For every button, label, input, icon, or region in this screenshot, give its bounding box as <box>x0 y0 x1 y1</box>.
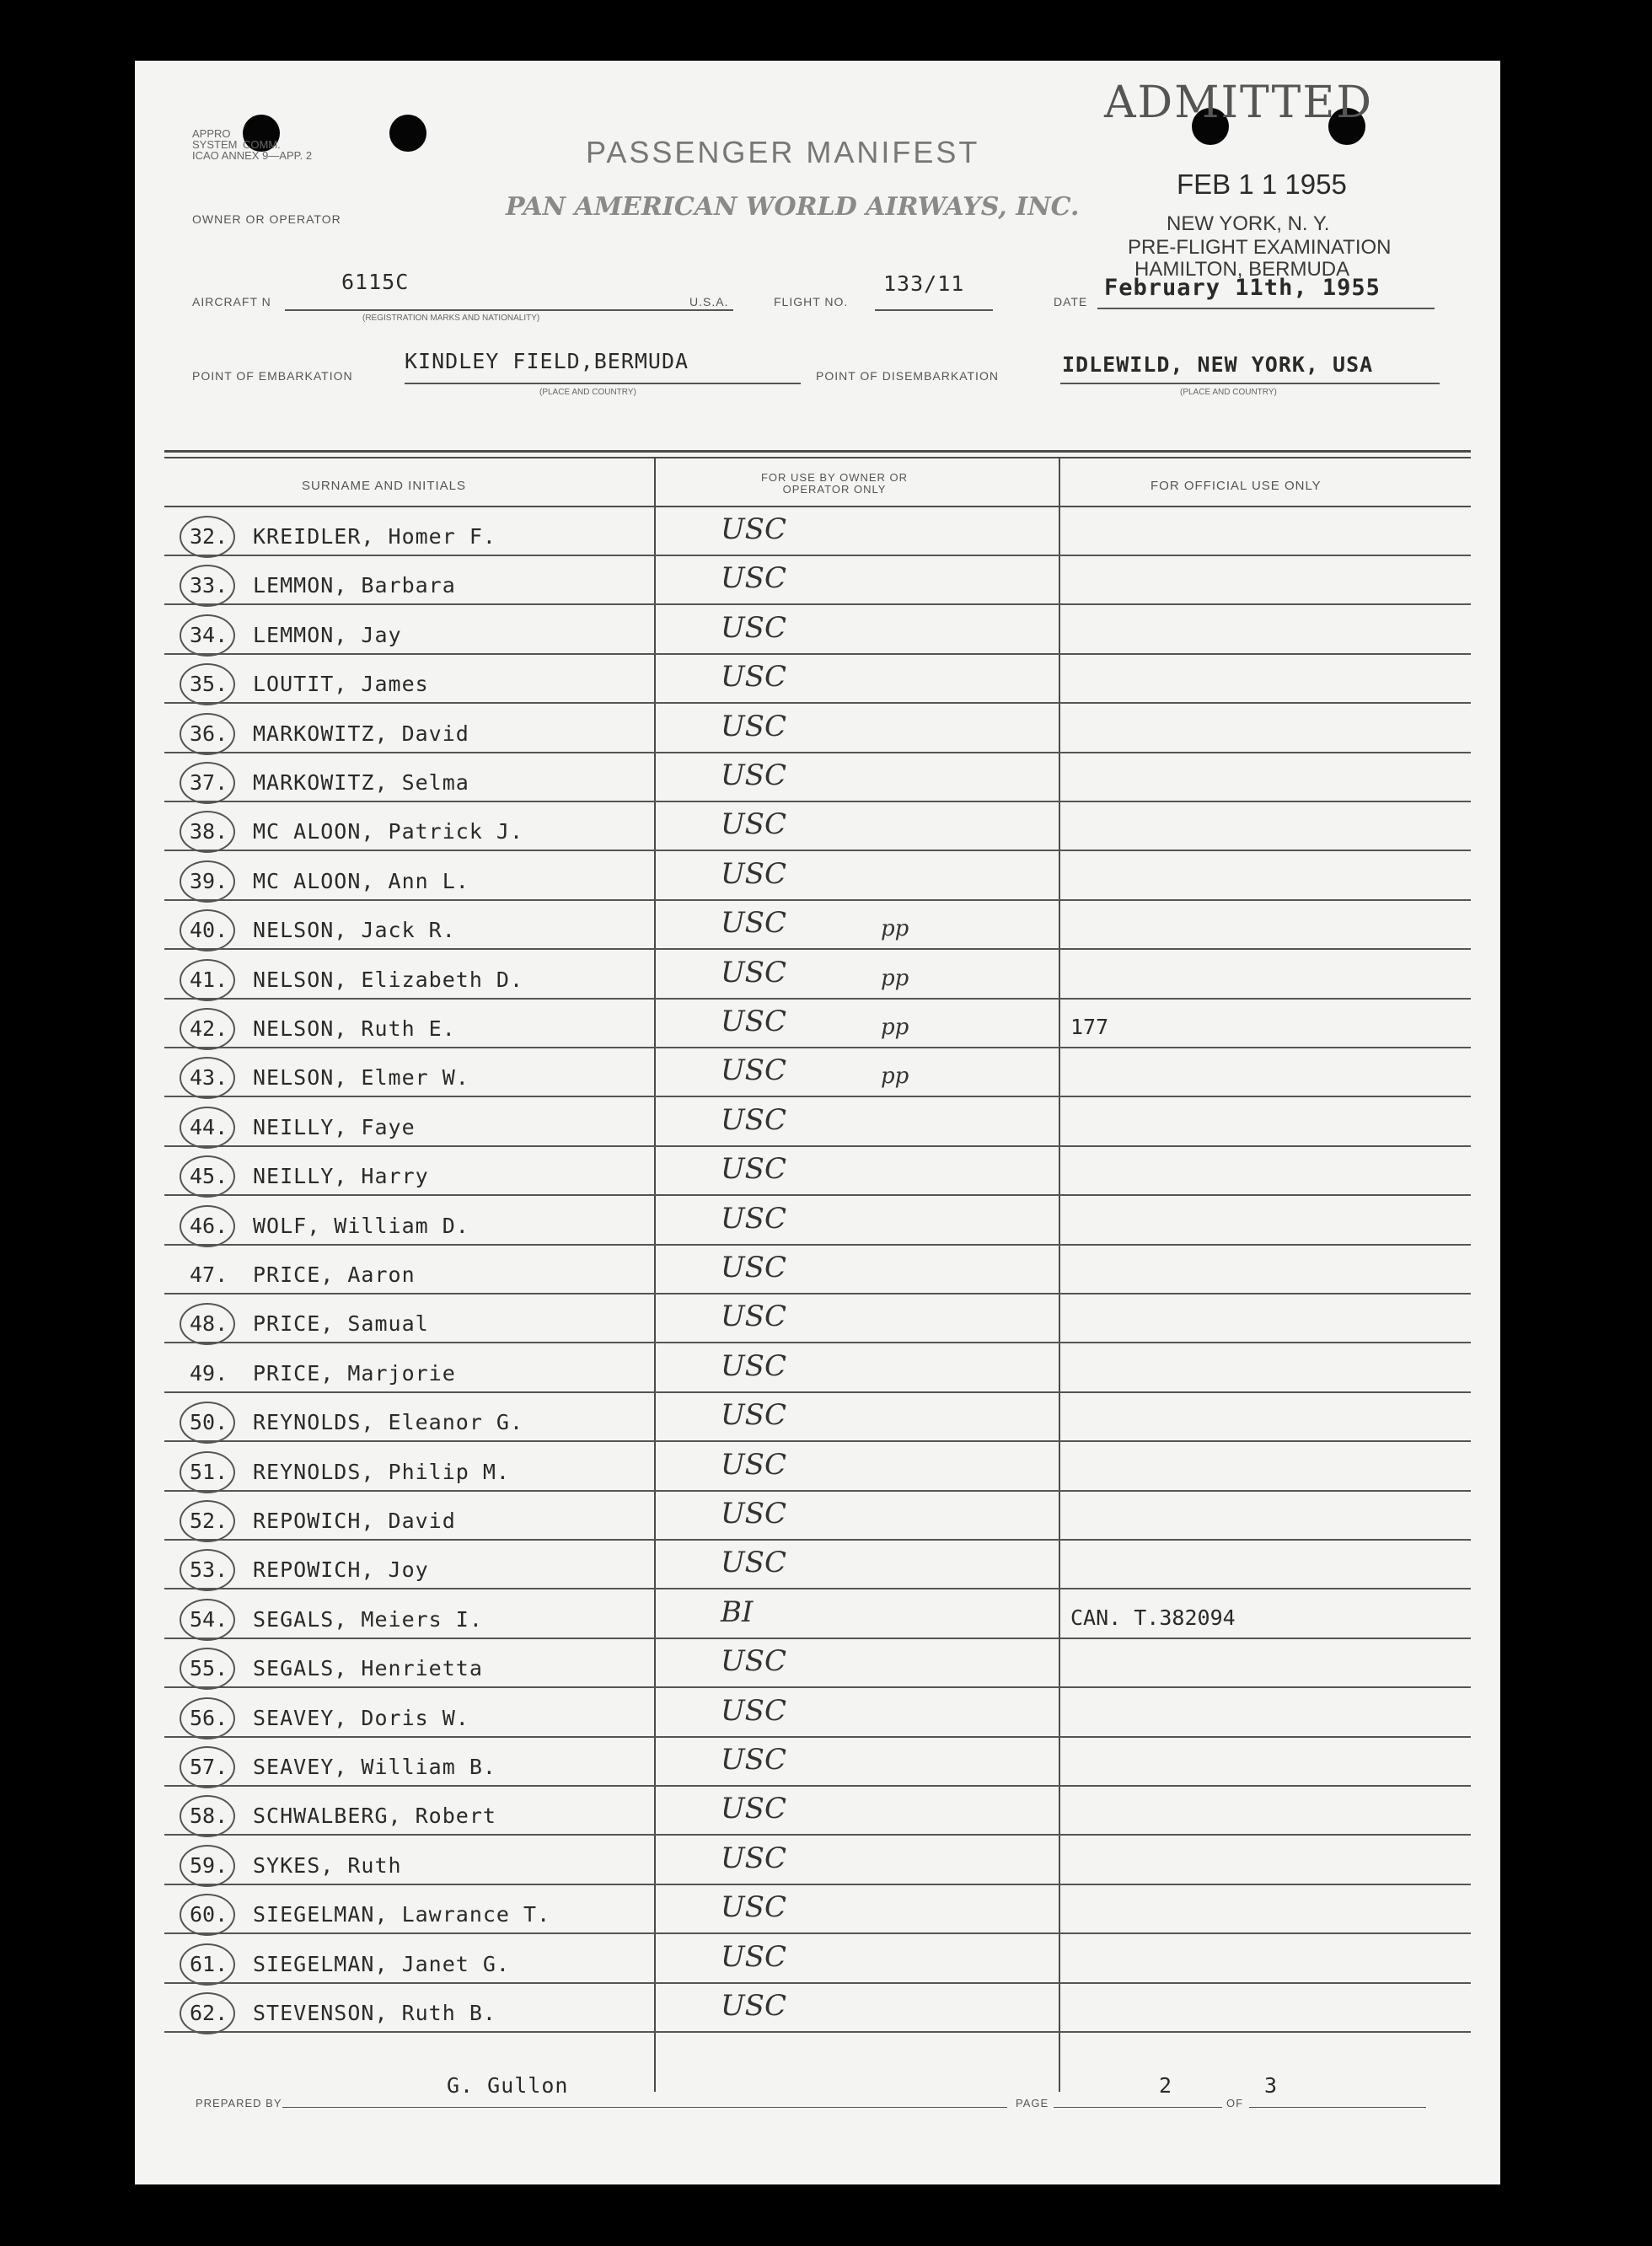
owner-code: USC <box>721 610 786 645</box>
owner-code: USC <box>721 1644 786 1679</box>
owner-operator-label: OWNER OR OPERATOR <box>192 212 341 226</box>
table-row <box>164 1984 1471 2033</box>
row-number: 55. <box>190 1656 228 1681</box>
surname-column-header: SURNAME AND INITIALS <box>302 479 467 493</box>
stamp-date: FEB 1 1 1955 <box>1177 169 1347 200</box>
passenger-name: LEMMON, Barbara <box>253 573 456 598</box>
row-number: 36. <box>190 721 228 746</box>
page-underline <box>1054 2107 1222 2108</box>
row-number: 59. <box>190 1852 228 1878</box>
passenger-name: REYNOLDS, Philip M. <box>253 1459 510 1484</box>
table-row <box>164 606 1471 655</box>
row-number: 57. <box>190 1755 228 1779</box>
table-row <box>164 1590 1471 1639</box>
prepared-underline <box>282 2107 1007 2108</box>
owner-code: USC <box>721 1546 786 1580</box>
passenger-name: SEAVEY, William B. <box>253 1755 496 1779</box>
owner-code: USC <box>721 758 786 792</box>
passenger-name: SEGALS, Henrietta <box>253 1656 483 1681</box>
approval-block <box>192 128 312 161</box>
owner-code: USC <box>721 1939 786 1974</box>
owner-code: USC <box>721 906 786 941</box>
passenger-name: MC ALOON, Ann L. <box>253 868 469 893</box>
row-number: 32. <box>190 524 228 549</box>
owner-code: USC <box>721 955 786 989</box>
owner-code: USC <box>721 512 786 546</box>
approval-line: COMM. <box>243 138 281 151</box>
table-row <box>164 1393 1471 1442</box>
table-row <box>164 951 1471 1000</box>
of-label: OF <box>1226 2097 1244 2109</box>
table-row <box>164 556 1471 605</box>
table-row <box>164 852 1471 901</box>
table-row <box>164 901 1471 950</box>
passenger-name: WOLF, William D. <box>253 1213 469 1238</box>
table-row <box>164 1639 1471 1688</box>
pp-mark: pp <box>881 965 909 991</box>
row-number: 42. <box>190 1016 228 1041</box>
stamp-preflight: PRE-FLIGHT EXAMINATION <box>1128 236 1392 259</box>
row-number: 47. <box>190 1262 228 1287</box>
table-row <box>164 1197 1471 1246</box>
table-row <box>164 705 1471 753</box>
owner-code: USC <box>721 709 786 743</box>
disembarkation-label: POINT OF DISEMBARKATION <box>816 369 999 383</box>
table-row <box>164 1935 1471 1984</box>
row-number: 40. <box>190 918 228 943</box>
pp-mark: pp <box>881 1064 909 1090</box>
table-row <box>164 1492 1471 1541</box>
embarkation-label: POINT OF EMBARKATION <box>192 369 353 383</box>
aircraft-label: AIRCRAFT N <box>192 295 271 308</box>
approval-line: ICAO ANNEX 9—APP. 2 <box>192 149 313 162</box>
row-number: 34. <box>190 622 228 647</box>
passenger-name: REPOWICH, David <box>253 1509 456 1533</box>
owner-code: USC <box>721 1201 786 1236</box>
owner-code: USC <box>721 1300 786 1334</box>
admitted-stamp: ADMITTED <box>1104 78 1374 128</box>
owner-code: USC <box>721 1102 786 1137</box>
table-row <box>164 1787 1471 1836</box>
row-rule <box>164 2031 1471 2033</box>
passenger-name: PRICE, Samual <box>253 1311 429 1337</box>
approval-line: SYSTEM <box>192 138 238 151</box>
row-number: 50. <box>190 1410 228 1435</box>
embarkation-value: KINDLEY FIELD,BERMUDA <box>405 349 689 373</box>
table-row <box>164 1344 1471 1393</box>
row-number: 52. <box>190 1509 228 1533</box>
flight-label: FLIGHT NO. <box>774 295 849 308</box>
row-number: 35. <box>190 672 228 697</box>
passenger-name: NELSON, Ruth E. <box>253 1016 456 1041</box>
row-number: 61. <box>190 1951 228 1976</box>
row-number: 45. <box>190 1164 228 1189</box>
pp-mark: pp <box>881 916 909 942</box>
airline-name: PAN AMERICAN WORLD AIRWAYS, INC. <box>506 192 1080 222</box>
owner-code: USC <box>721 561 786 596</box>
official-column-header: FOR OFFICIAL USE ONLY <box>1150 479 1322 493</box>
row-number: 44. <box>190 1114 228 1139</box>
owner-code: USC <box>721 660 786 694</box>
date-label: DATE <box>1054 295 1088 308</box>
aircraft-underline <box>285 309 733 311</box>
of-value: 3 <box>1264 2073 1279 2098</box>
table-row <box>164 1048 1471 1097</box>
table-row <box>164 1098 1471 1147</box>
passenger-name: MARKOWITZ, David <box>253 721 469 746</box>
table-row <box>164 1295 1471 1343</box>
table-row <box>164 655 1471 704</box>
row-number: 62. <box>190 2001 228 2025</box>
row-number: 41. <box>190 967 228 992</box>
owner-code: USC <box>721 1890 786 1925</box>
passenger-name: SIEGELMAN, Lawrance T. <box>253 1902 551 1927</box>
stamp-hamilton: HAMILTON, BERMUDA <box>1134 258 1350 281</box>
prepared-by-value: G. Gullon <box>447 2073 569 2098</box>
table-row <box>164 802 1471 851</box>
owner-code: USC <box>721 1348 786 1383</box>
owner-code: USC <box>721 856 786 891</box>
table-row <box>164 507 1471 556</box>
row-number: 54. <box>190 1606 228 1632</box>
passenger-name: NEILLY, Harry <box>253 1164 429 1189</box>
owner-code: USC <box>721 1053 786 1088</box>
passenger-name: SYKES, Ruth <box>253 1852 402 1878</box>
disembarkation-value: IDLEWILD, NEW YORK, USA <box>1062 352 1374 377</box>
disembarkation-underline <box>1060 383 1440 384</box>
table-top-rule <box>164 450 1471 453</box>
punch-hole-2 <box>389 115 426 152</box>
prepared-by-label: PREPARED BY <box>196 2097 282 2109</box>
owner-code: USC <box>721 1152 786 1187</box>
row-number: 37. <box>190 770 228 795</box>
approval-line: APPRO <box>192 127 231 140</box>
disembarkation-caption: (PLACE AND COUNTRY) <box>1180 388 1277 397</box>
table-top-rule-2 <box>164 457 1471 458</box>
stamp-city: NEW YORK, N. Y. <box>1167 212 1330 235</box>
owner-column-header: FOR USE BY OWNER OR OPERATOR ONLY <box>760 471 909 496</box>
registration-caption: (REGISTRATION MARKS AND NATIONALITY) <box>362 314 540 323</box>
row-number: 38. <box>190 819 228 844</box>
owner-code: USC <box>721 1989 786 2023</box>
owner-code: USC <box>721 1792 786 1826</box>
owner-code: USC <box>721 1743 786 1777</box>
row-number: 51. <box>190 1459 228 1484</box>
row-number: 53. <box>190 1557 228 1583</box>
passenger-name: PRICE, Marjorie <box>253 1360 456 1386</box>
official-note: CAN. T.382094 <box>1070 1605 1236 1630</box>
passenger-name: NELSON, Elmer W. <box>253 1065 469 1091</box>
date-value: February 11th, 1955 <box>1104 275 1381 301</box>
row-number: 56. <box>190 1705 228 1730</box>
owner-code: USC <box>721 1841 786 1875</box>
of-underline <box>1249 2107 1426 2108</box>
table-row <box>164 1541 1471 1589</box>
date-underline <box>1097 308 1435 309</box>
table-row <box>164 1836 1471 1885</box>
owner-code: USC <box>721 1693 786 1728</box>
owner-code: USC <box>721 1005 786 1038</box>
flight-underline <box>875 309 993 311</box>
passenger-name: KREIDLER, Homer F. <box>253 524 496 549</box>
passenger-name: NELSON, Elizabeth D. <box>253 967 524 992</box>
passenger-name: LOUTIT, James <box>253 672 429 697</box>
passenger-name: SCHWALBERG, Robert <box>253 1804 496 1829</box>
owner-code: USC <box>721 1447 786 1482</box>
passenger-name: REYNOLDS, Eleanor G. <box>253 1410 524 1435</box>
passenger-name: NEILLY, Faye <box>253 1114 416 1139</box>
owner-code: BI <box>721 1595 754 1629</box>
row-number: 33. <box>190 573 228 598</box>
passenger-name: LEMMON, Jay <box>253 622 402 647</box>
row-number: 39. <box>190 868 228 893</box>
pp-mark: pp <box>881 1015 909 1040</box>
table-row <box>164 1246 1471 1295</box>
passenger-name: NELSON, Jack R. <box>253 918 456 943</box>
table-row <box>164 1000 1471 1048</box>
passenger-name: SIEGELMAN, Janet G. <box>253 1951 510 1976</box>
page-label: PAGE <box>1016 2097 1049 2109</box>
aircraft-value: 6115C <box>341 270 410 294</box>
row-number: 46. <box>190 1213 228 1238</box>
table-row <box>164 1443 1471 1492</box>
owner-code: USC <box>721 1398 786 1433</box>
table-row <box>164 1885 1471 1934</box>
owner-code: USC <box>721 807 786 842</box>
table-row <box>164 1689 1471 1738</box>
manifest-page <box>135 61 1500 2184</box>
table-row <box>164 1738 1471 1787</box>
owner-code: USC <box>721 1497 786 1530</box>
embarkation-underline <box>405 383 801 384</box>
embarkation-caption: (PLACE AND COUNTRY) <box>539 388 636 397</box>
passenger-name: SEAVEY, Doris W. <box>253 1705 469 1730</box>
passenger-name: REPOWICH, Joy <box>253 1557 429 1583</box>
table-row <box>164 753 1471 802</box>
flight-value: 133/11 <box>883 271 965 296</box>
passenger-name: MARKOWITZ, Selma <box>253 770 469 795</box>
usa-label: U.S.A. <box>689 295 729 308</box>
row-number: 43. <box>190 1065 228 1091</box>
row-number: 48. <box>190 1311 228 1337</box>
table-row <box>164 1147 1471 1196</box>
passenger-name: STEVENSON, Ruth B. <box>253 2001 496 2025</box>
row-number: 58. <box>190 1804 228 1829</box>
manifest-title: PASSENGER MANIFEST <box>586 135 980 169</box>
passenger-name: MC ALOON, Patrick J. <box>253 819 524 844</box>
passenger-name: PRICE, Aaron <box>253 1262 416 1287</box>
page-value: 2 <box>1159 2073 1173 2098</box>
row-number: 49. <box>190 1360 228 1386</box>
official-note: 177 <box>1070 1015 1109 1039</box>
row-number: 60. <box>190 1902 228 1927</box>
passenger-name: SEGALS, Meiers I. <box>253 1606 483 1632</box>
owner-code: USC <box>721 1251 786 1284</box>
